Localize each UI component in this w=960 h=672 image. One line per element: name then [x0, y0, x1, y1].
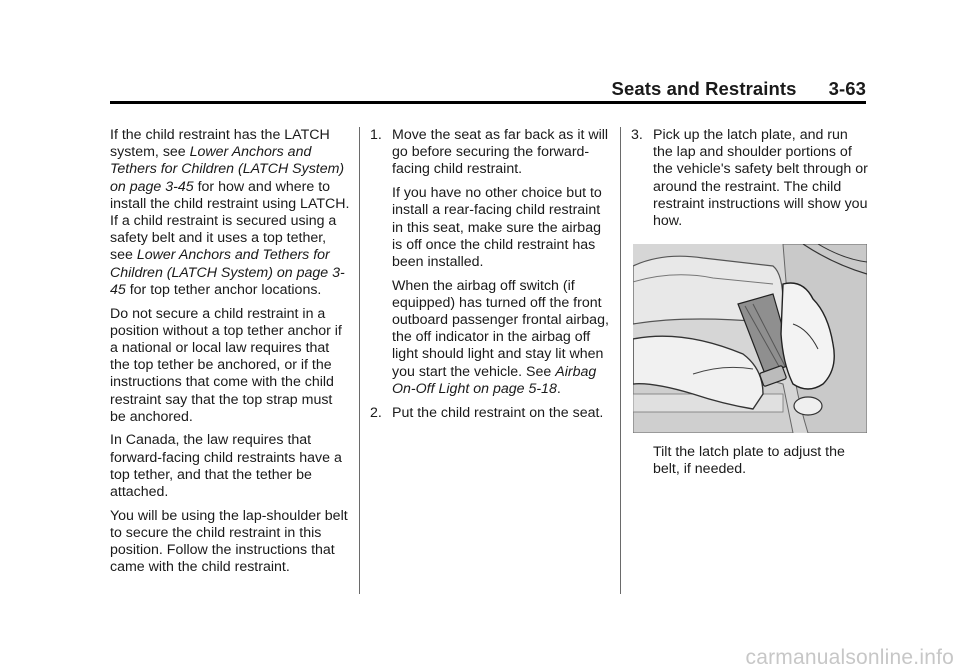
paragraph: If the child restraint has the LATCH system, see Lower Anchors and Tethers for Children (LATCH System) on page 3-45 for how and where to install the child restraint using LATCH. If a child restraint is secured using a safety belt and it uses a top tether, see Lower Anchors and Tethers for Children (LATCH System) on page 3-45 for top tether anchor locations.	[110, 127, 350, 298]
figure-caption: Tilt the latch plate to adjust the belt, if needed.	[653, 444, 845, 478]
column-left	[110, 127, 350, 583]
cross-reference-link[interactable]: Lower Anchors and Tethers for Children (LATCH System) on page 3-45	[110, 247, 345, 298]
paragraph: When the airbag off switch (if equipped) has turned off the front outboard passenger frontal airbag, the off indicator in the airbag off light should light and stay lit when you start the vehicle. See Airbag On-Off Light on page 5-18.	[392, 277, 609, 397]
paragraph: Do not secure a child restraint in a position without a top tether anchor if a national or local law requires that the top tether be anchored, or if the instructions that come with the child restraint say that the top strap must be anchored.	[110, 305, 342, 425]
paragraph: In Canada, the law requires that forward-facing child restraints have a top tether, and that the tether be attached.	[110, 432, 342, 501]
watermark: carmanualsonline.info	[745, 646, 954, 669]
column-right	[631, 127, 871, 237]
cross-reference-link[interactable]: Airbag On-Off Light on page 5-18	[392, 363, 597, 397]
step-2: 2. Put the child restraint on the seat.	[370, 404, 604, 421]
paragraph: If you have no other choice but to install a rear-facing child restraint in this seat, make sure the airbag is off once the child restraint has been installed.	[392, 185, 602, 270]
cross-reference-link[interactable]: Lower Anchors and Tethers for Children (LATCH System) on page 3-45	[110, 144, 345, 195]
latch-plate-illustration	[633, 244, 867, 433]
page-header	[110, 78, 866, 102]
column-divider	[620, 127, 621, 594]
illustration-image	[633, 244, 867, 433]
header-rule	[110, 101, 866, 104]
paragraph: You will be using the lap-shoulder belt to secure the child restraint in this position. Follow the instructions that came with the child restraint.	[110, 507, 348, 576]
column-middle	[370, 127, 610, 428]
section-title: Seats and Restraints	[611, 78, 797, 99]
step-3: 3. Pick up the latch plate, and run the lap and shoulder portions of the vehicle's safety belt through or around the restraint. The child restraint instructions will show you how.	[631, 127, 868, 230]
column-divider	[359, 127, 360, 594]
step-1: 1. Move the seat as far back as it will go before securing the forward-facing child restraint.	[370, 127, 609, 178]
page-number: 3-63	[828, 78, 866, 99]
